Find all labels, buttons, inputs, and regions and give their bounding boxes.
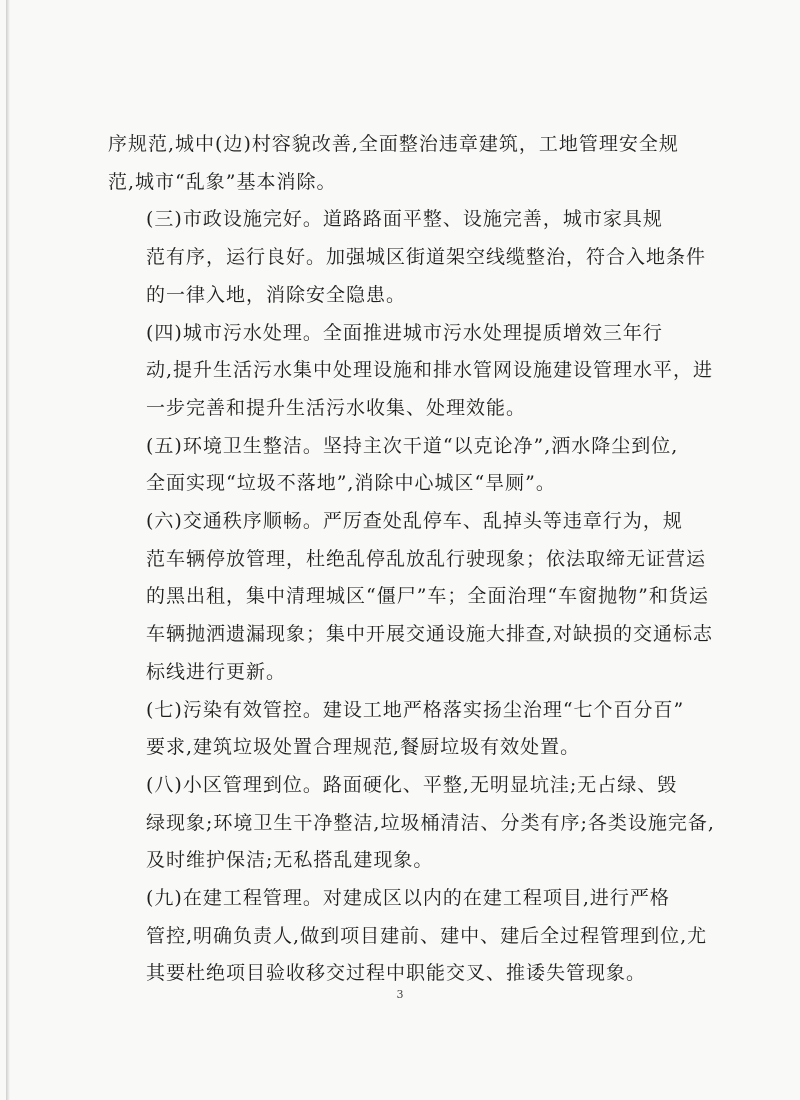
text-line: 的一律入地，消除安全隐患。 <box>146 283 407 306</box>
paragraph-municipal-facilities <box>108 201 708 314</box>
text-line: (七)污染有效管控。建设工地严格落实扬尘治理“七个百分百” <box>146 698 685 721</box>
paragraph-sanitation <box>108 428 708 503</box>
paragraph-continued <box>108 126 708 201</box>
text-line: 要求,建筑垃圾处置合理规范,餐厨垃圾有效处置。 <box>146 736 581 759</box>
text-line: (五)环境卫生整洁。坚持主次干道“以克论净”,洒水降尘到位, <box>146 434 679 457</box>
text-line: 的黑出租，集中清理城区“僵尸”车；全面治理“车窗抛物”和货运 <box>146 585 709 608</box>
text-line: 及时维护保洁;无私搭乱建现象。 <box>146 849 434 872</box>
text-line: (六)交通秩序顺畅。严厉查处乱停车、乱掉头等违章行为，规 <box>146 510 683 533</box>
text-line: 其要杜绝项目验收移交过程中职能交叉、推诿失管现象。 <box>146 962 647 985</box>
text-line: 管控,明确负责人,做到项目建前、建中、建后全过程管理到位,尤 <box>146 924 708 947</box>
document-body <box>108 126 715 993</box>
text-line: 范车辆停放管理，杜绝乱停乱放乱行驶现象；依法取缔无证营运 <box>146 547 707 570</box>
scan-edge <box>6 0 10 1100</box>
text-line: 标线进行更新。 <box>146 660 287 683</box>
text-line: 范,城市“乱象”基本消除。 <box>108 170 337 193</box>
text-line: (九)在建工程管理。对建成区以内的在建工程项目,进行严格 <box>146 887 670 910</box>
paragraph-community-management <box>108 767 715 880</box>
text-line: (四)城市污水处理。全面推进城市污水处理提质增效三年行 <box>146 321 663 344</box>
paragraph-sewage-treatment <box>108 315 714 428</box>
text-line: (三)市政设施完好。道路路面平整、设施完善，城市家具规 <box>146 208 663 231</box>
paragraph-construction-management <box>108 880 708 993</box>
paragraph-pollution-control <box>108 692 708 767</box>
text-line: 绿现象;环境卫生干净整洁,垃圾桶清洁、分类有序;各类设施完备, <box>146 811 715 834</box>
text-line: 全面实现“垃圾不落地”,消除中心城区“旱厕”。 <box>146 472 556 495</box>
text-line: 动,提升生活污水集中处理设施和排水管网设施建设管理水平，进 <box>146 359 714 382</box>
page-number: 3 <box>396 988 404 1001</box>
text-line: 范有序，运行良好。加强城区街道架空线缆整治，符合入地条件 <box>146 246 707 269</box>
text-line: 车辆抛洒遗漏现象；集中开展交通设施大排查,对缺损的交通标志 <box>146 623 714 646</box>
text-line: 一步完善和提升生活污水收集、处理效能。 <box>146 396 527 419</box>
text-line: (八)小区管理到位。路面硬化、平整,无明显坑洼;无占绿、毁 <box>146 773 678 796</box>
text-line: 序规范,城中(边)村容貌改善,全面整治违章建筑，工地管理安全规 <box>108 133 679 155</box>
paragraph-traffic-order <box>108 503 714 692</box>
